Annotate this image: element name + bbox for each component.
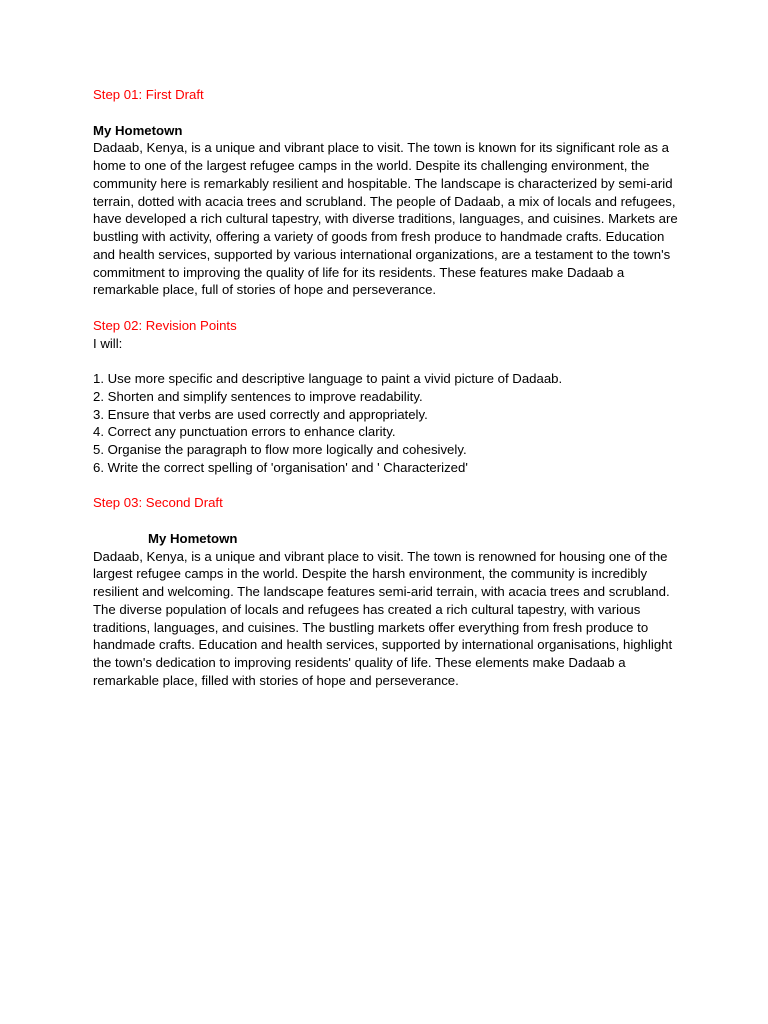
step-2-heading: Step 02: Revision Points: [93, 317, 237, 333]
revision-item: 4. Correct any punctuation errors to enhance clarity.: [93, 424, 396, 440]
revision-points-list: [93, 370, 688, 477]
step-1-heading: Step 01: First Draft: [93, 87, 204, 102]
second-draft-title: My Hometown: [148, 530, 238, 546]
revision-item: 3. Ensure that verbs are used correctly and appropriately.: [93, 406, 428, 422]
first-draft-paragraph: Dadaab, Kenya, is a unique and vibrant place to visit. The town is known for its significant role as a home to one of the largest refugee camps in the world. Despite its challenging environment, the community here is remarkably resilient and hospitable. The landscape is characterized by semi-arid terrain, dotted with acacia trees and scrubland. The people of Dadaab, a mix of locals and refugees, have developed a rich cultural tapestry, with diverse traditions, languages, and cuisines. Markets are bustling with activity, offering a variety of goods from fresh produce to handmade crafts. Education and health services, supported by various international organizations, are a testament to the town's commitment to improving the quality of life for its residents. These features make Dadaab a remarkable place, full of stories of hope and perseverance.: [93, 140, 678, 298]
spacer: [93, 299, 688, 317]
spacer: [93, 104, 688, 122]
first-draft-title: My Hometown: [93, 122, 183, 138]
second-draft-paragraph: Dadaab, Kenya, is a unique and vibrant place to visit. The town is renowned for housing one of the largest refugee camps in the world. Despite the harsh environment, the community is incredibly resilient and welcoming. The landscape features semi-arid terrain, with acacia trees and scrubland. The diverse population of locals and refugees has created a rich cultural tapestry, with various traditions, languages, and cuisines. The bustling markets offer everything from fresh produce to handmade crafts. Education and health services, supported by international organisations, highlight the town's dedication to improving residents' quality of life. These elements make Dadaab a remarkable place, filled with stories of hope and perseverance.: [93, 548, 673, 688]
spacer: [93, 352, 688, 370]
revision-item: 2. Shorten and simplify sentences to improve readability.: [93, 388, 423, 404]
spacer: [93, 477, 688, 495]
revision-item: 5. Organise the paragraph to flow more logically and cohesively.: [93, 442, 467, 457]
spacer: [93, 512, 688, 530]
revision-item: 1. Use more specific and descriptive language to paint a vivid picture of Dadaab.: [93, 371, 563, 386]
revision-intro: I will:: [93, 335, 123, 351]
revision-item: 6. Write the correct spelling of 'organisation' and ' Characterized': [93, 459, 468, 475]
step-3-heading: Step 03: Second Draft: [93, 495, 223, 511]
